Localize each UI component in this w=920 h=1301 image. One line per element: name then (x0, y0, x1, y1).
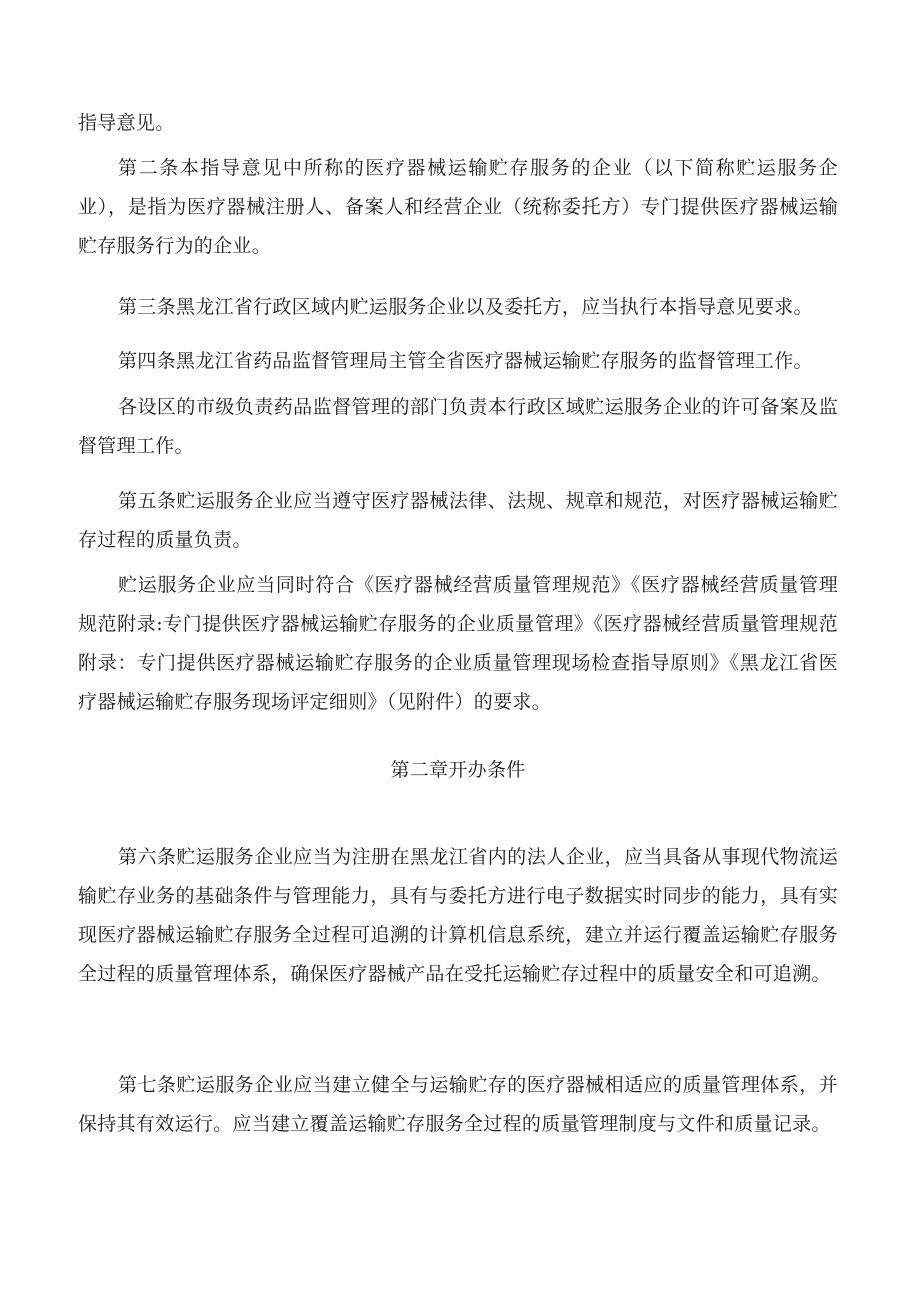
article-7-paragraph: 第七条贮运服务企业应当建立健全与运输贮存的医疗器械相适应的质量管理体系，并保持其有效运行。应当建立覆盖运输贮存服务全过程的质量管理制度与文件和质量记录。 (78, 1074, 838, 1135)
article-5-subparagraph: 贮运服务企业应当同时符合《医疗器械经营质量管理规范》《医疗器械经营质量管理规范附录:专门提供医疗器械运输贮存服务的企业质量管理》《医疗器械经营质量管理规范附录：专门提供医疗器械运输贮存服务的企业质量管理现场检查指导原则》《黑龙江省医疗器械运输贮存服务现场评定细则》（见附件）的要求。 (78, 574, 838, 713)
paragraph-continuation: 指导意见。 (78, 112, 175, 134)
article-5-paragraph: 第五条贮运服务企业应当遵守医疗器械法律、法规、规章和规范，对医疗器械运输贮存过程的质量负责。 (78, 490, 838, 551)
article-3-paragraph: 第三条黑龙江省行政区域内贮运服务企业以及委托方，应当执行本指导意见要求。 (118, 296, 813, 318)
chapter-heading: 第二章开办条件 (390, 759, 526, 781)
article-4-subparagraph: 各设区的市级负责药品监督管理的部门负责本行政区域贮运服务企业的许可备案及监督管理工作。 (78, 396, 838, 457)
article-4-paragraph: 第四条黑龙江省药品监督管理局主管全省医疗器械运输贮存服务的监督管理工作。 (118, 350, 813, 372)
article-6-paragraph: 第六条贮运服务企业应当为注册在黑龙江省内的法人企业，应当具备从事现代物流运输贮存业务的基础条件与管理能力，具有与委托方进行电子数据实时同步的能力，具有实现医疗器械运输贮存服务全过程可追溯的计算机信息系统，建立并运行覆盖运输贮存服务全过程的质量管理体系，确保医疗器械产品在受托运输贮存过程中的质量安全和可追溯。 (78, 846, 838, 985)
article-2-paragraph: 第二条本指导意见中所称的医疗器械运输贮存服务的企业（以下简称贮运服务企业），是指为医疗器械注册人、备案人和经营企业（统称委托方）专门提供医疗器械运输贮存服务行为的企业。 (78, 157, 838, 257)
